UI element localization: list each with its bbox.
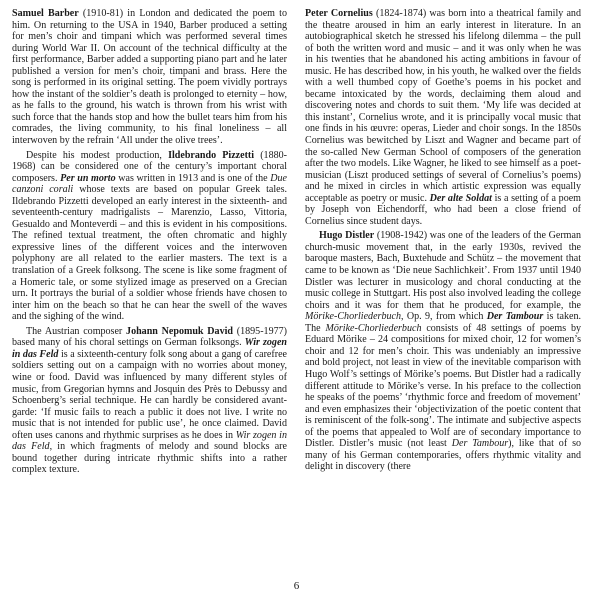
text-run: is taken. The — [305, 311, 582, 334]
text-run: whose texts are based on popular Greek tales. Ildebrando Pizzetti developed an early interest in the sixteenth- and seventeenth-century madrigalists – Marenzio, Lasso, Vittoria, Gesualdo and Monteverdi – and this is evident in his compositions. The refined textual treatment, the often chromatic and highly expressive lines of the different voices and the interwoven polyphony are all related to the earlier masters. The text is a translation of a Greek folksong. The scene is like some fragment of a Homeric tale, or some stylized image as preserved on a Grecian urn. It portrays the burial of a soldier whose friends have chosen to inter him on the beach so that he can hear the swell of the waves and the sighing of the wind. — [12, 184, 287, 323]
paragraph-cornelius — [305, 8, 581, 227]
bold-italic-title: Per un morto — [60, 172, 116, 184]
text-run: is a sixteenth-century folk song about a gang of carefree soldiers setting out on a campaign with no worries about money, wine or food. David was influenced by many different styles of music, from Gregorian hymns and Josquin des Près to Debussy and Schoenberg’s serial technique. He can hardly be considered avant-garde: ‘If music fails to reach a public it does not live. I write no music that is not intended for public use’, he once claimed. David often uses canons and rhythmic surprises as he does in — [12, 348, 287, 441]
text-run: consists of 48 settings of poems by Eduard Mörike – 24 compositions for mixed choir, 12 for women’s choir and 12 for men’s choir. This was undeniably an impressive and bold project, not least in view of the inevitable comparison with Hugo Wolf’s settings of Mörike’s poems. But Distler had a radically different attitude to Mörike’s verse. In his preface to the collection he speaks of the poems’ ‘rhythmic force and freedom of movement’ and even emphasizes their ‘objectivization of the poetic content that is reminiscent of the folk-song’. The intimate and subjective aspects of the poems that appealed to Wolf are of secondary importance to Distler. Distler’s music (not least — [305, 322, 581, 450]
bold-italic-title: Der alte Soldat — [429, 192, 492, 204]
text-run: is a setting of a poem by Joseph von Eichendorff, who had been a close friend of Cornelius since student days. — [305, 192, 581, 227]
bold-italic-title: Wir zogen in das Feld — [12, 337, 287, 360]
bold-text: Hugo Distler — [319, 230, 375, 242]
text-run: (1880-1968) can be considered one of the century’s important choral composers. — [12, 149, 287, 184]
bold-text: Ildebrando Pizzetti — [168, 149, 255, 161]
text-run: was written in 1913 and is one of the — [115, 172, 271, 184]
italic-title: Mörike-Chorliederbuch — [325, 322, 422, 334]
paragraph-barber — [12, 8, 287, 147]
paragraph-distler — [305, 230, 581, 472]
text-run: (1824-1874) was born into a theatrical family and the theatre aroused in him an early interest in literature. In an autobiographical sketch he stressed his lifelong dilemma – the pull of both the written word and music – and it was only when he was in his twenties that he abandoned his acting ambitions in favour of music. He has described how, in his youth, he walked over the fields with a well thumbed copy of Goethe’s poems in his pocket and became intoxicated by the words, declaiming them aloud and discovering notes and chords to suit them. ‘My life was decided at this instant’, Cornelius wrote, and it is principally vocal music that one finds in his œuvre: operas, Lieder and choir songs. In the 1850s Cornelius was bewitched by Liszt and Wagner and became part of the so-called New German School of composers of the generation after the two models. Like Wagner, he liked to see himself as a poet-musician (Liszt produced settings of several of Cornelius’s poems) and he mixed in circles in which artistic expression was equally acceptable as poetry or music. — [305, 8, 581, 204]
left-column — [12, 8, 287, 479]
text-run: Despite his modest production, — [26, 149, 169, 161]
text-run: ), like that of so many of his German contemporaries, offers rhythmic vitality and delight in discovery (there — [305, 438, 581, 473]
paragraph-pizzetti — [12, 150, 287, 323]
text-run: (1908-1942) was one of the leaders of the German church-music movement that, in the early 1930s, revived the baroque masters, Bach, Buxtehude and Schütz – the movement that came to be known as ‘Die neue Sachlichkeit’. From 1937 until 1940 Distler was lecturer in musicology and choral conducting at the music college in Stuttgart. His post also involved leading the college choirs and it was for them that he produced, for example, the — [305, 230, 581, 311]
text-run: (1895-1977) based many of his choral settings on German folksongs. — [12, 325, 287, 349]
text-run: (1910-81) in London and dedicated the poem to him. On returning to the USA in 1940, Barber produced a setting for men’s choir and timpani which was performed several times during World War II. On account of the technical difficulty at the first performance, Barber added a supporting piano part and he later published a version for men’s choir, timpani and brass. Here the song is performed in its original setting. The poem vividly portrays how the instant of the soldier’s death is prolonged to eternity – how, as he falls to the ground, his watch is thrown from his wrist with such force that the hands stop and how the bullet tears him from his comrades, the living community, to his final loneliness – all interwoven by the refrain ‘All under the olive trees’. — [12, 8, 287, 147]
bold-text: Peter Cornelius — [305, 8, 373, 19]
italic-title: Due canzoni corali — [12, 172, 287, 196]
italic-title: Der Tambour — [451, 438, 509, 450]
page-number: 6 — [293, 580, 300, 592]
bold-text: Johann Nepomuk David — [126, 325, 233, 337]
italic-title: Wir zogen in das Feld — [12, 429, 288, 453]
right-column — [305, 8, 581, 476]
bold-text: Samuel Barber — [12, 8, 79, 19]
bold-italic-title: Der Tambour — [486, 311, 544, 323]
italic-title: Mörike-Chorliederbuch — [305, 311, 401, 323]
text-run: , Op. 9, from which — [400, 311, 487, 323]
text-run: , in which fragments of melody and sound blocks are bound together during intricate rhythmic shifts into a rather complex texture. — [12, 441, 287, 476]
text-run: The Austrian composer — [26, 325, 127, 337]
paragraph-david — [12, 326, 287, 476]
